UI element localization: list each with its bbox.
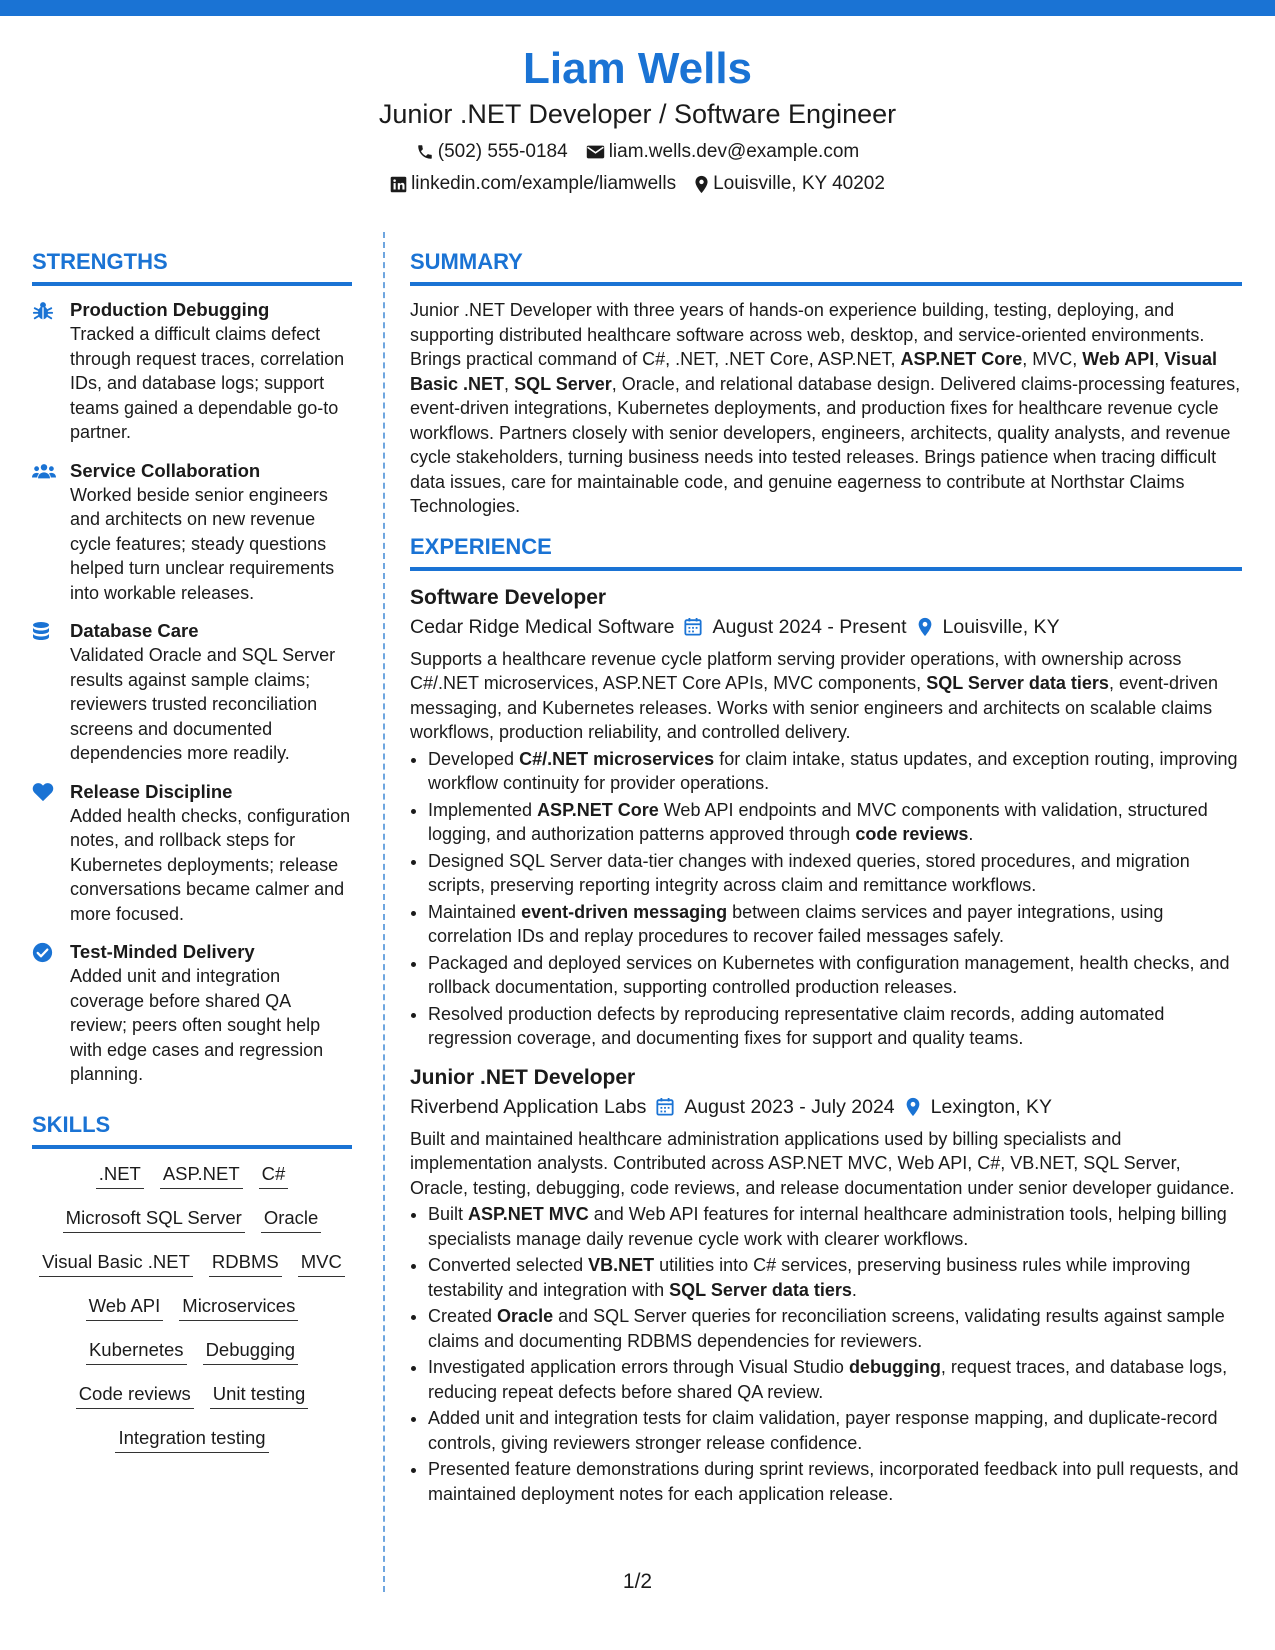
experience-heading: EXPERIENCE <box>410 533 1242 571</box>
phone-text: (502) 555-0184 <box>437 141 568 162</box>
text-segment: Packaged and deployed services on Kubernetes with configuration management, health checks, and rollback documentation, supporting controlled production releases. <box>428 952 1230 997</box>
job-meta <box>410 613 1242 641</box>
skill-row <box>32 1205 352 1233</box>
text-segment: . <box>851 1279 857 1300</box>
strength-item <box>32 298 352 445</box>
strength-item <box>32 780 352 927</box>
calendar-icon <box>656 1097 674 1116</box>
job-company: Riverbend Application Labs <box>410 1095 647 1118</box>
calendar-icon <box>684 617 702 636</box>
text-segment: Created <box>428 1306 498 1326</box>
job-entry <box>410 583 1242 1051</box>
summary-text <box>410 298 1242 519</box>
text-segment: Built <box>428 1204 469 1224</box>
skill-row <box>32 1381 352 1409</box>
emphasis-text: SQL Server data tiers <box>669 1279 852 1300</box>
text-segment: for claim intake, status updates, and exception routing, improving workflow continuity for provider operations. <box>428 748 1238 793</box>
skill-tag: Microsoft SQL Server <box>63 1205 245 1233</box>
text-segment: and Web API features for internal healthcare administration tools, helping billing specialists manage daily revenue cycle work with clearer workflows. <box>428 1204 1227 1249</box>
text-segment: Supports a healthcare revenue cycle platform serving provider operations, with ownership across C#/.NET microservices, ASP.NET Core APIs, MVC components, <box>410 648 1182 693</box>
job-dates: August 2023 - July 2024 <box>684 1095 895 1118</box>
text-segment: , event-driven messaging, and Kubernetes releases. Works with senior engineers and architects on scalable claims workflows, production reliability, and controlled delivery. <box>410 673 1219 742</box>
skill-tag: Integration testing <box>115 1425 268 1453</box>
text-segment: , Oracle, and relational database design. Delivered claims-processing features, event-driven integrations, Kubernetes deployments, and production fixes for healthcare revenue cycle workflows. Partners closely with senior developers, engineers, architects, quality analysts, and revenue cycle stakeholders, turning business needs into tested releases. Brings patience when tracing difficult data issues, care for maintainable code, and genuine eagerness to contribute at Northstar Claims Technologies. <box>410 373 1241 516</box>
bullet-item <box>428 1002 1242 1051</box>
strength-title: Service Collaboration <box>70 459 261 481</box>
skill-tag: C# <box>259 1161 289 1189</box>
strength-text: Added health checks, configuration notes, and rollback steps for Kubernetes deployments; release conversations became calmer and more focused. <box>70 805 351 924</box>
text-segment: , <box>1154 349 1165 369</box>
contact-row-2 <box>0 170 1275 198</box>
linkedin-contact[interactable] <box>390 170 676 198</box>
text-segment: . <box>968 824 974 844</box>
text-segment: Built and maintained healthcare administration applications used by billing specialists and implementation analysts. Contributed across ASP.NET MVC, Web API, C#, VB.NET, SQL Server, Oracle, testing, debugging, code reviews, and release documentation under senior developer guidance. <box>410 1128 1235 1198</box>
users-icon <box>32 459 70 606</box>
strength-item <box>32 940 352 1087</box>
phone-icon <box>416 143 434 161</box>
bullet-item <box>428 1202 1242 1251</box>
strength-text: Added unit and integration coverage before shared QA review; peers often sought help with edge cases and regression planning. <box>70 966 324 1084</box>
strength-item <box>32 459 352 606</box>
resume-header <box>0 42 1275 198</box>
strength-title: Database Care <box>70 620 199 641</box>
database-icon <box>32 619 70 766</box>
emphasis-text: VB.NET <box>588 1255 655 1275</box>
skill-row <box>32 1161 352 1189</box>
text-segment: , MVC, <box>1022 349 1083 369</box>
text-segment: utilities into C# services, preserving business rules while improving testability and integration with <box>428 1255 1191 1300</box>
strength-title: Release Discipline <box>70 780 233 802</box>
text-segment: , <box>504 373 515 394</box>
linkedin-icon <box>390 176 407 193</box>
bug-icon <box>32 298 70 445</box>
text-segment: Implemented <box>428 799 538 820</box>
skills-heading: SKILLS <box>32 1111 352 1149</box>
skill-row <box>32 1249 352 1277</box>
map-pin-icon <box>694 175 709 194</box>
job-location: Lexington, KY <box>930 1095 1053 1118</box>
check-circle-icon <box>32 940 70 1087</box>
emphasis-text: code reviews <box>855 824 969 844</box>
strength-item <box>32 619 352 766</box>
bullet-item <box>428 1355 1242 1404</box>
left-column <box>32 248 352 1469</box>
skill-tag: Visual Basic .NET <box>39 1249 193 1277</box>
right-column <box>410 248 1242 1508</box>
skill-tag: Microservices <box>179 1293 298 1321</box>
emphasis-text: Web API <box>1082 349 1155 369</box>
skill-tag: RDBMS <box>209 1249 282 1277</box>
strength-text: Worked beside senior engineers and architects on new revenue cycle features; steady questions helped turn unclear requirements into workable releases. <box>70 484 335 603</box>
text-segment: Converted selected <box>428 1255 589 1275</box>
emphasis-text: event-driven messaging <box>521 901 728 922</box>
text-segment: Maintained <box>428 901 522 922</box>
email-contact[interactable] <box>586 138 860 166</box>
strength-title: Test-Minded Delivery <box>70 941 255 962</box>
text-segment: between claims services and payer integrations, using correlation IDs and replay procedures to recover failed messages safely. <box>428 901 1164 946</box>
strengths-heading: STRENGTHS <box>32 248 352 286</box>
skill-tag: Code reviews <box>76 1381 194 1409</box>
job-entry <box>410 1063 1242 1507</box>
bullet-item <box>428 1406 1242 1455</box>
skill-tag: Web API <box>86 1293 164 1321</box>
bullet-item <box>428 1253 1242 1302</box>
map-pin-icon <box>917 617 933 637</box>
skill-tag: MVC <box>298 1249 345 1277</box>
text-segment: Designed SQL Server data-tier changes with indexed queries, stored procedures, and migration scripts, preserving reporting integrity across claim and remittance workflows. <box>428 850 1190 895</box>
skill-tag: Unit testing <box>210 1381 309 1409</box>
heart-icon <box>32 780 70 927</box>
skills-list <box>32 1161 352 1453</box>
skill-tag: Kubernetes <box>86 1337 187 1365</box>
column-divider <box>383 232 385 1592</box>
text-segment: and SQL Server queries for reconciliation screens, validating results against sample claims and documenting RDBMS dependencies for reviewers. <box>428 1306 1225 1351</box>
job-bullets <box>410 747 1242 1051</box>
emphasis-text: C#/.NET microservices <box>519 748 715 769</box>
bullet-item <box>428 951 1242 1000</box>
strength-text: Tracked a difficult claims defect through request traces, correlation IDs, and database logs; support teams gained a dependable go-to partner. <box>70 324 345 442</box>
job-location: Louisville, KY <box>942 615 1060 638</box>
emphasis-text: SQL Server data tiers <box>926 673 1109 693</box>
location-contact <box>694 170 885 198</box>
linkedin-text: linkedin.com/example/liamwells <box>411 173 677 194</box>
summary-heading: SUMMARY <box>410 248 1242 286</box>
text-segment: Web API endpoints and MVC components with validation, structured logging, and authorization patterns approved through <box>428 799 1208 844</box>
skill-row <box>32 1425 352 1453</box>
contact-row-1 <box>0 138 1275 166</box>
envelope-icon <box>586 144 605 160</box>
skill-tag: .NET <box>96 1161 144 1189</box>
email-text: liam.wells.dev@example.com <box>608 141 860 162</box>
bullet-item <box>428 1304 1242 1353</box>
skill-tag: Oracle <box>261 1205 322 1233</box>
text-segment: Presented feature demonstrations during sprint reviews, incorporated feedback into pull requests, and maintained deployment notes for each application release. <box>428 1459 1239 1504</box>
candidate-role: Junior .NET Developer / Software Engineer <box>378 99 897 129</box>
job-dates: August 2024 - Present <box>712 615 907 638</box>
candidate-name: Liam Wells <box>522 44 753 93</box>
map-pin-icon <box>905 1097 921 1117</box>
job-title: Software Developer <box>410 585 607 609</box>
bullet-item <box>428 747 1242 796</box>
skill-row <box>32 1293 352 1321</box>
emphasis-text: ASP.NET MVC <box>468 1204 589 1224</box>
emphasis-text: ASP.NET Core <box>900 349 1023 369</box>
job-bullets <box>410 1202 1242 1506</box>
emphasis-text: Visual Basic .NET <box>410 349 1217 394</box>
job-intro <box>410 1127 1242 1201</box>
page-number: 1/2 <box>622 1570 653 1593</box>
strength-text: Validated Oracle and SQL Server results against sample claims; reviewers trusted reconciliation screens and documented dependencies more readily. <box>70 645 336 763</box>
bullet-item <box>428 900 1242 949</box>
text-segment: Junior .NET Developer with three years of hands-on experience building, testing, deploying, and supporting distributed healthcare software across web, desktop, and service-oriented environments. Brings practical command of C#, .NET, .NET Core, ASP.NET, <box>410 300 1205 369</box>
emphasis-text: SQL Server <box>514 373 612 394</box>
text-segment: Developed <box>428 748 520 769</box>
text-segment: Resolved production defects by reproducing representative claim records, adding automated regression coverage, and documenting fixes for support and quality teams. <box>428 1003 1165 1048</box>
job-company: Cedar Ridge Medical Software <box>410 615 675 638</box>
emphasis-text: debugging <box>848 1357 941 1377</box>
top-accent-bar <box>0 0 1275 16</box>
phone-contact[interactable] <box>416 138 568 166</box>
text-segment: , request traces, and database logs, reducing repeat defects before shared QA review. <box>428 1357 1228 1402</box>
location-text: Louisville, KY 40202 <box>713 173 885 194</box>
bullet-item <box>428 1457 1242 1506</box>
job-meta <box>410 1093 1242 1121</box>
bullet-item <box>428 798 1242 847</box>
text-segment: Investigated application errors through Visual Studio <box>428 1357 849 1377</box>
strength-title: Production Debugging <box>70 299 270 320</box>
emphasis-text: ASP.NET Core <box>537 799 659 820</box>
text-segment: Added unit and integration tests for claim validation, payer response mapping, and duplicate-record controls, giving reviewers stronger release confidence. <box>428 1408 1218 1453</box>
bullet-item <box>428 849 1242 898</box>
skill-tag: Debugging <box>203 1337 299 1365</box>
job-title: Junior .NET Developer <box>410 1065 636 1089</box>
job-intro <box>410 647 1242 745</box>
skill-tag: ASP.NET <box>160 1161 243 1189</box>
emphasis-text: Oracle <box>497 1306 554 1326</box>
skill-row <box>32 1337 352 1365</box>
